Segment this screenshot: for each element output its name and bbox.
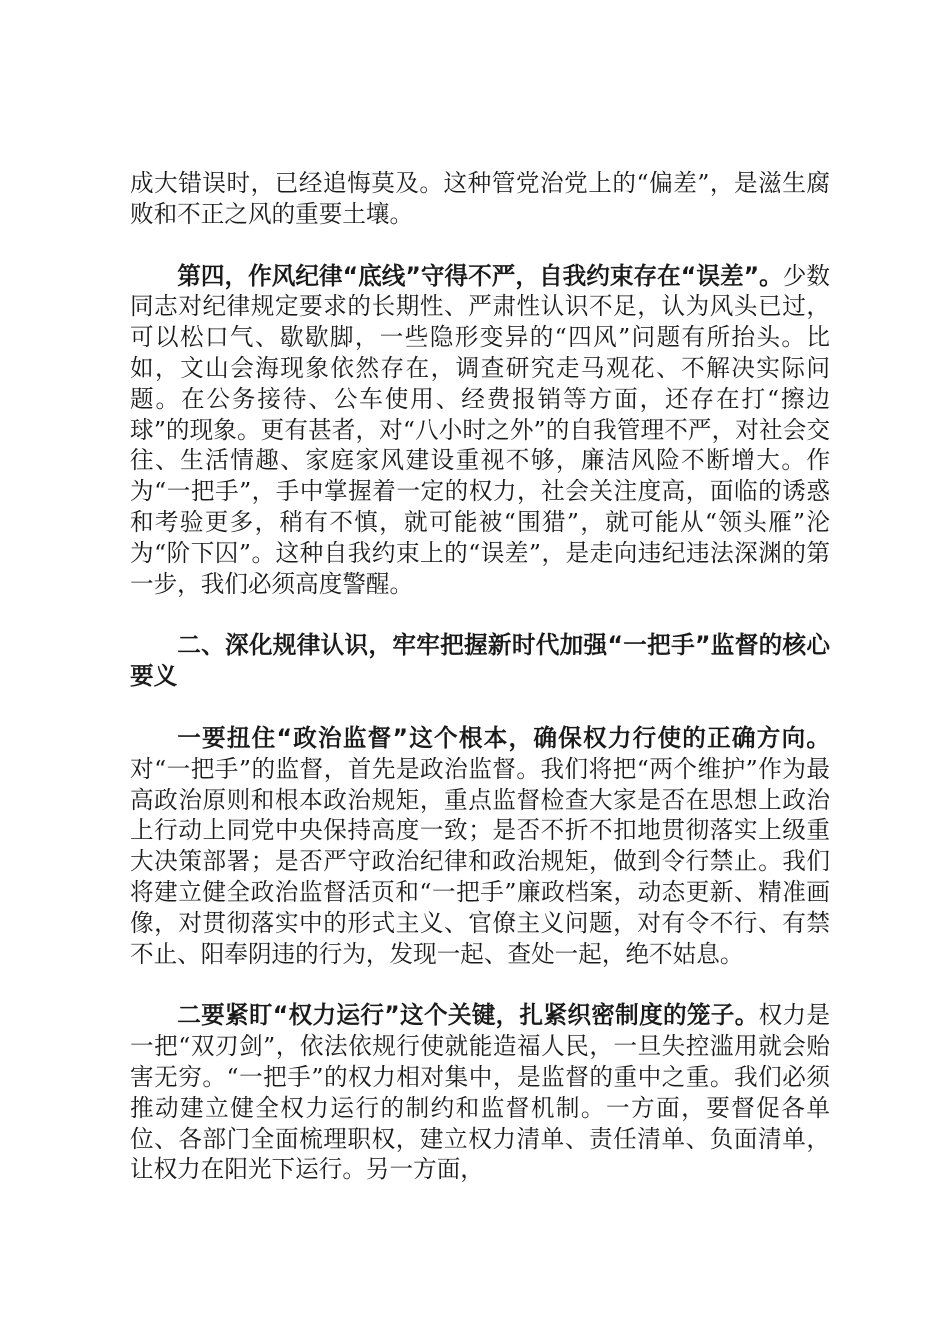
paragraph-lead: 二要紧盯“权力运行”这个关键，扎紧织密制度的笼子。 [177,1001,759,1030]
paragraph-text: 少数同志对纪律规定要求的长期性、严肃性认识不足，认为风头已过，可以松口气、歇歇脚，一些隐形变异的“四风”问题有所抬头。比如，文山会海现象依然存在，调查研究走马观花、不解决实际问题。在公务接待、公车使用、经费报销等方面，还存在打“擦边球”的现象。更有甚者，对“八小时之外”的自我管理不严，对社会交往、生活情趣、家庭家风建设重视不够，廉洁风险不断增大。作为“一把手”，手中掌握着一定的权力，社会关注度高，面临的诱惑和考验更多，稍有不慎，就可能被“围猎”，就可能从“领头雁”沦为“阶下囚”。这种自我约束上的“误差”，是走向违纪违法深渊的第一步，我们必须高度警醒。 [130,261,831,598]
paragraph-continuation [130,168,830,230]
section-heading-text: 二、深化规律认识，牢牢把握新时代加强“一把手”监督的核心要义 [130,631,830,691]
paragraph-fourth-point [130,261,830,600]
paragraph-power-operation [130,1000,830,1185]
document-body [130,168,830,1216]
paragraph-political-supervision [130,723,830,969]
section-heading [130,630,830,692]
paragraph-text: 成大错误时，已经追悔莫及。这种管党治党上的“偏差”，是滋生腐败和不正之风的重要土壤。 [130,169,830,228]
paragraph-text: 对“一把手”的监督，首先是政治监督。我们将把“两个维护”作为最高政治原则和根本政治规矩，重点监督检查大家是否在思想上政治上行动上同党中央保持高度一致；是否不折不扣地贯彻落实上级重大决策部署；是否严守政治纪律和政治规矩，做到令行禁止。我们将建立健全政治监督活页和“一把手”廉政档案，动态更新、精准画像，对贯彻落实中的形式主义、官僚主义问题，对有令不行、有禁不止、阳奉阴违的行为，发现一起、查处一起，绝不姑息。 [130,754,830,968]
paragraph-lead: 一要扭住“政治监督”这个根本，确保权力行使的正确方向。 [177,723,830,752]
paragraph-lead: 第四，作风纪律“底线”守得不严，自我约束存在“误差”。 [177,261,783,290]
paragraph-text: 权力是一把“双刃剑”，依法依规行使就能造福人民，一旦失控滥用就会贻害无穷。“一把手”的权力相对集中，是监督的重中之重。我们必须推动建立健全权力运行的制约和监督机制。一方面，要督促各单位、各部门全面梳理职权，建立权力清单、责任清单、负面清单，让权力在阳光下运行。另一方面， [130,1001,831,1184]
